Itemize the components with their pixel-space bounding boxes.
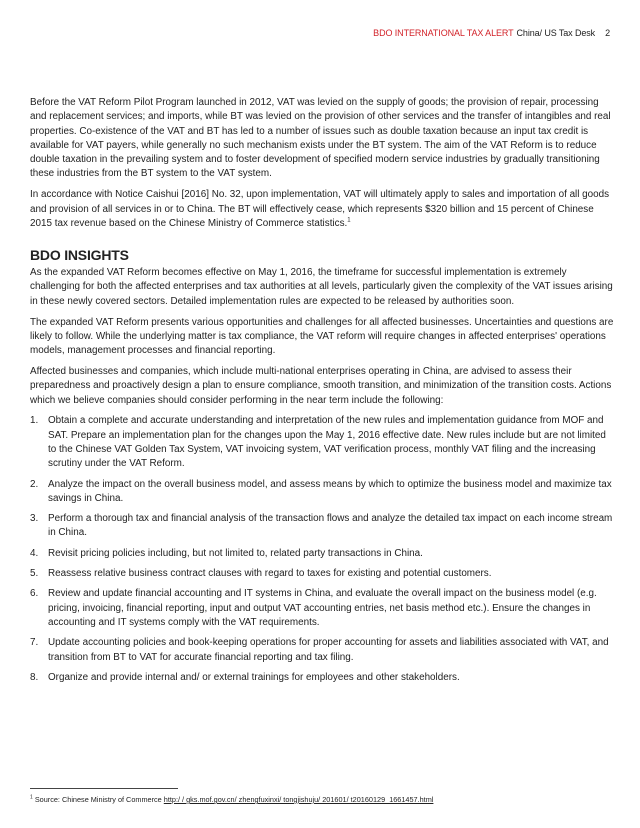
insights-paragraph: The expanded VAT Reform presents various opportunities and challenges for all affected businesses. Uncertainties and questions are likely to follow. While the underlying matter is tax compliance, the VAT reform will require changes in affected enterprises' operations models, management processes and financial reporting.	[30, 316, 614, 357]
header-desk: China/ US Tax Desk	[516, 28, 596, 38]
action-number: 4.	[30, 547, 39, 559]
footnote-link[interactable]: http:/ / gks.mof.gov.cn/ zhengfuxinxi/ tongjishuju/ 201601/ t20160129_1661457.html	[163, 795, 434, 804]
page-header	[373, 28, 610, 38]
action-item	[30, 636, 615, 665]
action-number: 8.	[30, 671, 39, 683]
action-text: Obtain a complete and accurate understanding and interpretation of the new rules and implementation guidance from MOF and SAT. Prepare an implementation plan for the changes upon the May 1, 2016 effective date. New rules include but are not limited to the Chinese VAT Golden Tax System, VAT invoicing system, VAT verification process, monthly VAT filing and the increasing scrutiny under the VAT Reform.	[48, 415, 606, 470]
action-item	[30, 587, 615, 630]
action-number: 6.	[30, 588, 39, 600]
footnote-divider	[30, 788, 178, 789]
action-list	[30, 414, 615, 685]
action-text: Reassess relative business contract clauses with regard to taxes for existing and potential customers.	[48, 568, 492, 580]
page-number: 2	[605, 28, 610, 38]
action-item	[30, 567, 615, 581]
action-number: 1.	[30, 415, 39, 427]
action-item	[30, 512, 615, 541]
article-body	[30, 96, 615, 691]
footnote	[30, 795, 433, 804]
insights-paragraph: Affected businesses and companies, which include multi-national enterprises operating in China, are advised to assess their preparedness and proactively design a plan to ensure compliance, smooth transition, and minimization of the transition costs. Actions which we believe companies should consider performing in the near term include the following:	[30, 365, 612, 406]
action-number: 2.	[30, 478, 39, 490]
action-item	[30, 547, 615, 561]
footnote-source-label: Source: Chinese Ministry of Commerce	[34, 795, 162, 804]
action-number: 7.	[30, 637, 39, 649]
paragraph-notice	[30, 188, 615, 231]
action-text: Review and update financial accounting and IT systems in China, and evaluate the overall impact on the business model (e.g. pricing, invoicing, financial reporting, input and output VAT accounting entries, net basis method etc.). Ensure the changes in accounting and IT systems comply with the VAT requirements.	[48, 588, 597, 628]
action-text: Revisit pricing policies including, but not limited to, related party transactions in China.	[48, 547, 423, 559]
action-item	[30, 671, 615, 685]
section-heading-insights: BDO INSIGHTS	[30, 247, 129, 264]
action-item	[30, 414, 615, 471]
action-number: 3.	[30, 513, 39, 525]
action-number: 5.	[30, 568, 39, 580]
action-text: Perform a thorough tax and financial analysis of the transaction flows and analyze the detailed tax impact on each income stream in China.	[48, 513, 613, 539]
insights-paragraph: As the expanded VAT Reform becomes effective on May 1, 2016, the timeframe for successful implementation is extremely challenging for both the affected enterprises and tax authorities at all levels, particularly given the complexity of the VAT issues arising in these newly covered sectors. Detailed implementation rules are expected to be released by authorities soon.	[30, 267, 613, 307]
action-text: Analyze the impact on the overall business model, and assess means by which to optimize the business model and maximize tax savings in China.	[48, 478, 612, 504]
action-item	[30, 478, 615, 507]
paragraph-background: Before the VAT Reform Pilot Program launched in 2012, VAT was levied on the supply of goods; the provision of repair, processing and replacement services; and imports, while BT was levied on the provision of other services and the transfer of intangibles and real properties. Co-existence of the VAT and BT has led to a number of issues such as double taxation because an input tax credit is available for VAT payers, while generally no such mechanism exists under the BT system. The aim of the VAT Reform is to reduce double taxation in the prevailing system and to foster development of specified modern service industries by gradually transitioning these industries from the BT system to the VAT system.	[30, 97, 611, 180]
header-brand: BDO INTERNATIONAL TAX ALERT	[373, 28, 514, 38]
paragraph-notice-text: In accordance with Notice Caishui [2016] No. 32, upon implementation, VAT will ultimately apply to sales and importation of all goods and provision of all services in or to China. The BT will effectively cease, which represents $320 billion and 15 percent of Chinese 2015 tax revenue based on the Chinese Ministry of Commerce statistics.	[30, 189, 610, 229]
footnote-marker: 1	[30, 794, 33, 801]
action-text: Update accounting policies and book-keeping operations for proper accounting for assets and liabilities associated with VAT, and transition from BT to VAT for accurate financial reporting and tax filing.	[48, 637, 609, 663]
action-text: Organize and provide internal and/ or external trainings for employees and other stakeholders.	[48, 671, 460, 683]
footnote-reference[interactable]: 1	[347, 217, 351, 224]
